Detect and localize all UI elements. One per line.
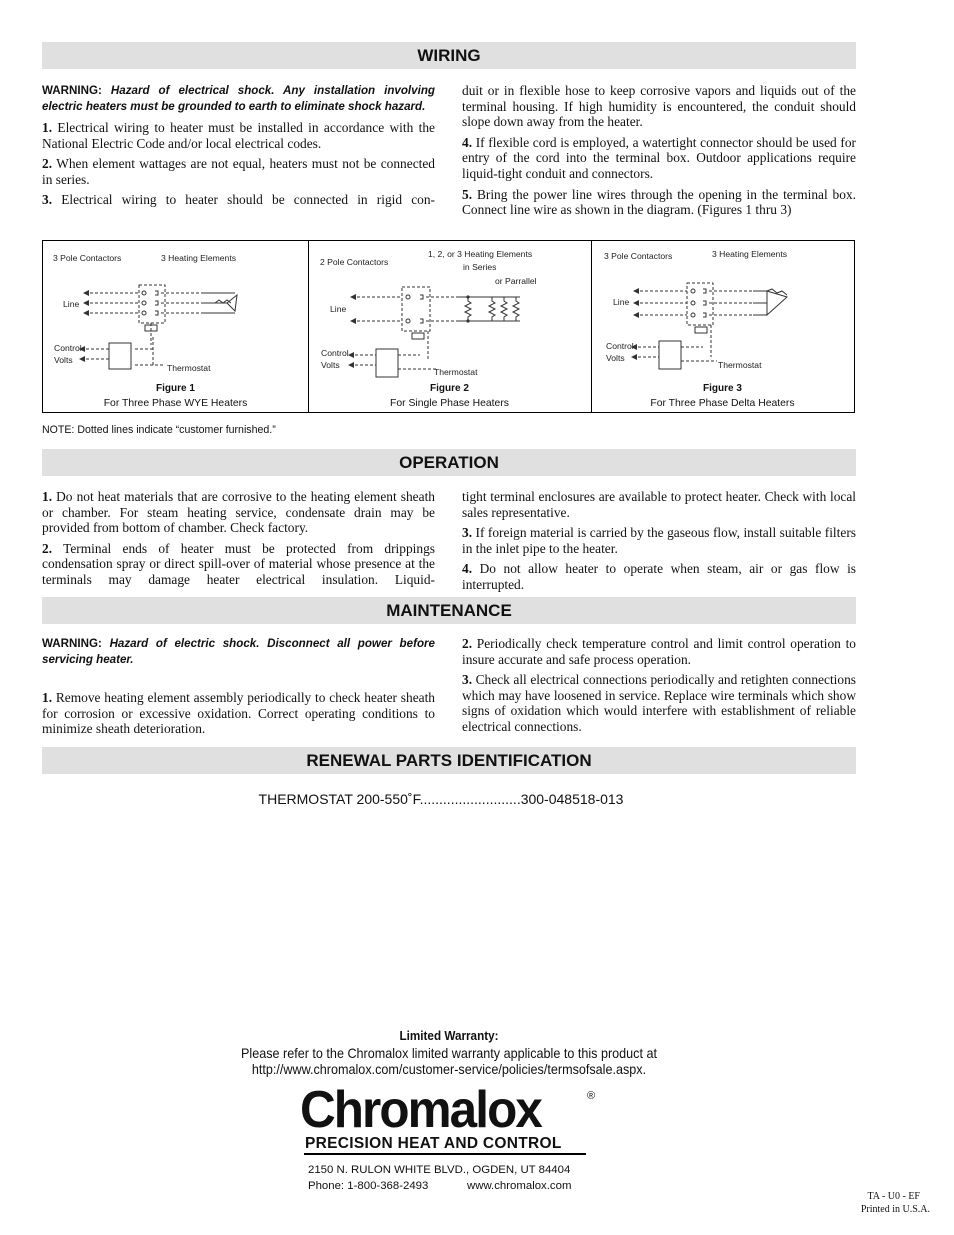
figure-2-caption: For Single Phase Heaters <box>390 398 509 409</box>
operation-item-3: 3. If foreign material is carried by the gaseous flow, install suitable filters in the inlet pipe to the heater. <box>462 525 856 556</box>
figure-3-thermostat-label: Thermostat <box>718 360 762 370</box>
figure-3-title: Figure 3 <box>703 383 742 394</box>
chromalox-logo <box>300 1080 600 1160</box>
wiring-heading: WIRING <box>42 42 856 69</box>
figure-1-line-label: Line <box>63 299 80 309</box>
wiring-right-column <box>462 83 856 223</box>
figure-2 <box>308 241 592 412</box>
figure-1-caption: For Three Phase WYE Heaters <box>103 398 248 409</box>
maintenance-heading: MAINTENANCE <box>42 597 856 624</box>
company-address: 2150 N. RULON WHITE BLVD., OGDEN, UT 84404 <box>308 1164 571 1176</box>
operation-item-2-cont: tight terminal enclosures are available to protect heater. Check with local sales representative. <box>462 489 856 520</box>
maintenance-item-1: 1. Remove heating element assembly periodically to check heater sheath for corrosion or excessive oxidation. Correct operating conditions to minimize sheath deterioration. <box>42 690 435 737</box>
document-code: TA - U0 - EF <box>867 1191 920 1202</box>
operation-right-column <box>462 489 856 598</box>
operation-item-1: 1. Do not heat materials that are corrosive to the heating element sheath or chamber. For steam heating service, condensate drain may be provided from bottom of chamber. Check factory. <box>42 489 435 536</box>
figure-3-control-label: Control Volts <box>606 341 634 363</box>
maintenance-right-column <box>462 636 856 740</box>
figure-2-line-label: Line <box>330 304 347 314</box>
maintenance-warning-text: Hazard of electric shock. Disconnect all power before servicing heater. <box>42 637 435 666</box>
figure-3-elements-label: 3 Heating Elements <box>712 249 787 259</box>
company-phone: Phone: 1-800-368-2493 <box>308 1180 429 1192</box>
maintenance-warning <box>42 636 435 668</box>
figure-2-elements-label-2: in Series <box>463 262 497 272</box>
printed-in-label: Printed in U.S.A. <box>860 1204 930 1215</box>
figure-2-control-label: Control Volts <box>321 348 349 370</box>
renewal-part-line: THERMOSTAT 200-550˚F..........................300-048518-013 <box>258 791 624 807</box>
figure-1-contactors-label: 3 Pole Contactors <box>53 253 122 263</box>
figure-1-thermostat-label: Thermostat <box>167 363 211 373</box>
logo-wordmark: Chromalox <box>300 1081 541 1139</box>
diagram-note: NOTE: Dotted lines indicate “customer furnished.” <box>42 424 276 436</box>
figure-1-title: Figure 1 <box>156 383 195 394</box>
wiring-left-column <box>42 83 435 213</box>
figure-1-control-label: Control Volts <box>54 343 82 365</box>
logo-rule <box>304 1153 586 1155</box>
warranty-line-2: http://www.chromalox.com/customer-service/policies/termsofsale.aspx. <box>251 1061 647 1077</box>
wiring-item-1: 1. Electrical wiring to heater must be installed in accordance with the National Electric Code and/or local electrical codes. <box>42 120 435 151</box>
company-website-link[interactable]: www.chromalox.com <box>467 1180 572 1192</box>
warranty-line-1: Please refer to the Chromalox limited warranty applicable to this product at <box>240 1045 657 1061</box>
logo-registered-mark: ® <box>587 1090 596 1102</box>
figure-3-contactors-label: 3 Pole Contactors <box>604 251 673 261</box>
figure-2-contactors-label: 2 Pole Contactors <box>320 257 389 267</box>
renewal-heading: RENEWAL PARTS IDENTIFICATION <box>42 747 856 774</box>
operation-heading: OPERATION <box>42 449 856 476</box>
figure-1 <box>43 241 309 412</box>
wiring-item-4: 4. If flexible cord is employed, a watertight connector should be used for entry of the cord into the terminal box. Outdoor applications require liquid-tight conduit and connectors. <box>462 134 856 181</box>
operation-item-2: 2. Terminal ends of heater must be protected from drippings condensation spray or direct spill-over of material whose presence at the terminals may damage heater electrical insulation. Liquid- <box>42 540 435 587</box>
wiring-diagrams <box>42 240 855 413</box>
warranty-heading: Limited Warranty: <box>399 1028 499 1043</box>
maintenance-left-column <box>42 636 435 742</box>
figure-2-thermostat-label: Thermostat <box>434 367 478 377</box>
figure-3-caption: For Three Phase Delta Heaters <box>650 398 795 409</box>
figure-2-title: Figure 2 <box>430 383 469 394</box>
wiring-item-3: 3. Electrical wiring to heater should be connected in rigid con- <box>42 192 435 208</box>
figure-3 <box>591 241 854 412</box>
maintenance-warning-label: WARNING: <box>42 637 102 650</box>
warning-label: WARNING: <box>42 84 102 97</box>
wiring-item-2: 2. When element wattages are not equal, heaters must not be connected in series. <box>42 156 435 187</box>
operation-left-column <box>42 489 435 593</box>
wiring-item-3-cont: duit or in flexible hose to keep corrosive vapors and liquids out of the terminal housing. If high humidity is encountered, the conduit should slope down away from the heater. <box>462 83 856 130</box>
warning-text: Hazard of electrical shock. Any installation involving electric heaters must be grounded to earth to eliminate shock hazard. <box>42 84 435 113</box>
figure-2-elements-label: 1, 2, or 3 Heating Elements <box>428 249 533 259</box>
logo-tagline: PRECISION HEAT AND CONTROL <box>305 1135 562 1152</box>
maintenance-item-2: 2. Periodically check temperature control and limit control operation to insure accurate and safe process operation. <box>462 636 856 667</box>
maintenance-item-3: 3. Check all electrical connections periodically and retighten connections which may have loosened in service. Replace wire terminals which show signs of oxidation which would interfere with establishment of reliable electrical connections. <box>462 672 856 734</box>
figure-2-alt-label: or Parrallel <box>495 276 537 286</box>
figure-3-line-label: Line <box>613 297 630 307</box>
operation-item-4: 4. Do not allow heater to operate when steam, air or gas flow is interrupted. <box>462 561 856 592</box>
figure-1-elements-label: 3 Heating Elements <box>161 253 236 263</box>
wiring-warning <box>42 83 435 115</box>
wiring-item-5: 5. Bring the power line wires through the opening in the terminal box. Connect line wire as shown in the diagram. (Figures 1 thru 3) <box>462 186 856 218</box>
